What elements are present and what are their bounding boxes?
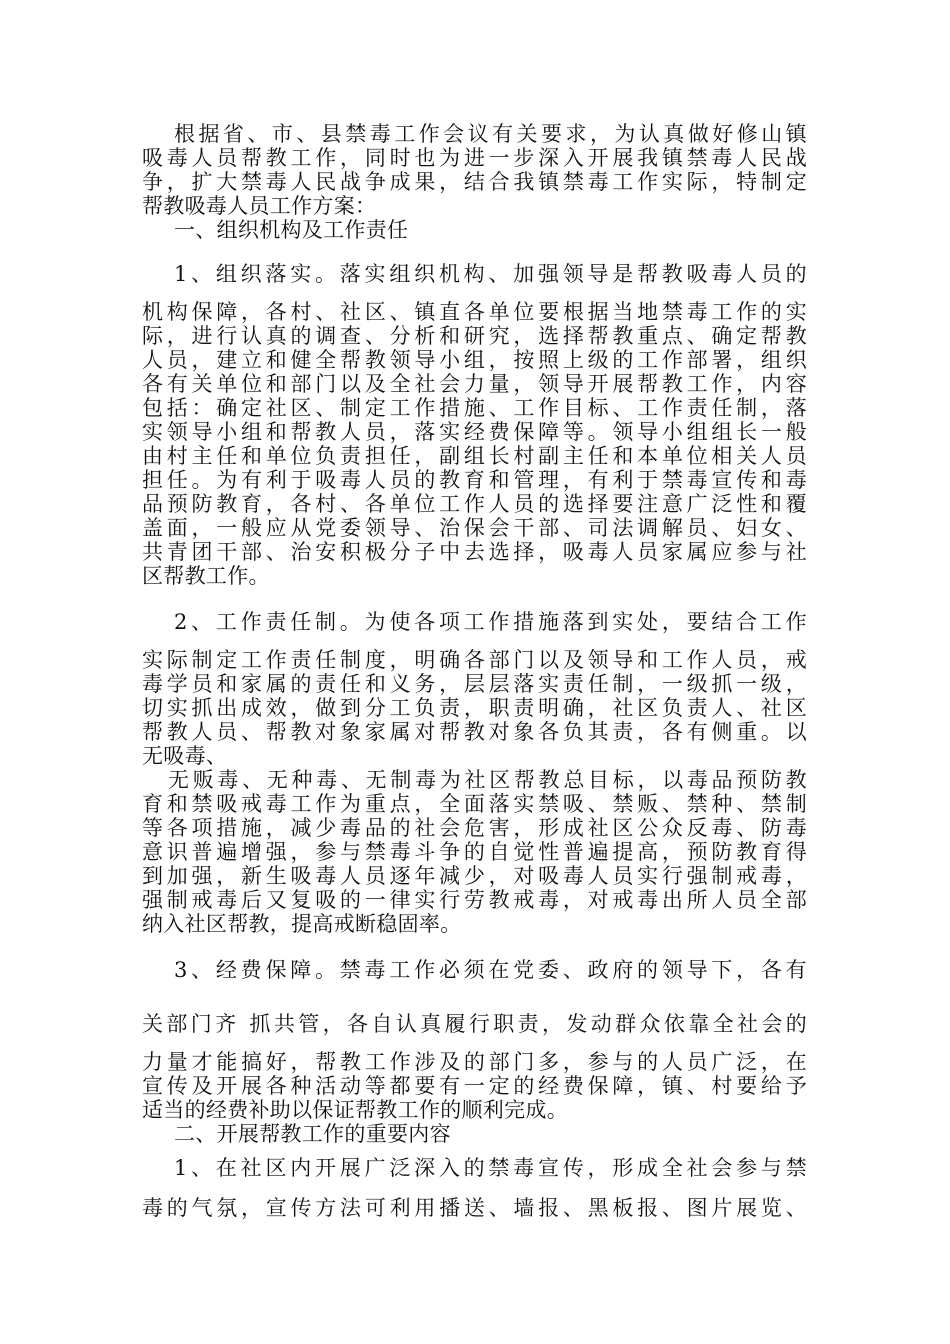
p2-line: 无吸毒、 bbox=[142, 744, 228, 768]
p3-second-line: 关部门齐 抓共管，各自认真履行职责，发动群众依靠全社会的 bbox=[142, 1012, 807, 1036]
p1-line: 包括：确定社区、制定工作措施、工作目标、工作责任制，落 bbox=[142, 396, 807, 420]
p1-line: 各有关单位和部门以及全社会力量，领导开展帮教工作，内容 bbox=[142, 372, 807, 396]
p2b-line: 到加强，新生吸毒人员逐年减少，对吸毒人员实行强制戒毒， bbox=[142, 864, 807, 888]
p3-first-line: 3、经费保障。禁毒工作必须在党委、政府的领导下，各有 bbox=[174, 958, 807, 982]
p2-body bbox=[142, 648, 807, 768]
intro-line-2: 吸毒人员帮教工作，同时也为进一步深入开展我镇禁毒人民战 bbox=[142, 146, 807, 170]
p1-line: 由村主任和单位负责担任，副组长村副主任和本单位相关人员 bbox=[142, 444, 807, 468]
p2b-line: 纳入社区帮教，提高戒断稳固率。 bbox=[142, 912, 462, 936]
p1-line: 担任。为有利于吸毒人员的教育和管理，有利于禁毒宣传和毒 bbox=[142, 468, 807, 492]
intro-line-1: 根据省、市、县禁毒工作会议有关要求，为认真做好修山镇 bbox=[174, 122, 807, 146]
p1-first-line: 1、组织落实。落实组织机构、加强领导是帮教吸毒人员的 bbox=[174, 262, 807, 286]
p3-body bbox=[142, 1050, 807, 1146]
p2b-line: 无贩毒、无种毒、无制毒为社区帮教总目标，以毒品预防教 bbox=[168, 768, 807, 792]
p3-line: 宣传及开展各种活动等都要有一定的经费保障，镇、村要给予 bbox=[142, 1074, 807, 1098]
intro-line-3: 争，扩大禁毒人民战争成果，结合我镇禁毒工作实际，特制定 bbox=[142, 170, 807, 194]
p1-line: 际，进行认真的调查、分析和研究，选择帮教重点、确定帮教 bbox=[142, 324, 807, 348]
p2-line: 毒学员和家属的责任和义务，层层落实责任制，一级抓一级， bbox=[142, 672, 807, 696]
section-heading-2: 二、开展帮教工作的重要内容 bbox=[174, 1122, 451, 1146]
p4-first-line: 1、在社区内开展广泛深入的禁毒宣传，形成全社会参与禁 bbox=[174, 1156, 807, 1180]
p2b-line: 强制戒毒后又复吸的一律实行劳教戒毒，对戒毒出所人员全部 bbox=[142, 888, 807, 912]
intro-paragraph bbox=[142, 122, 807, 242]
p1-body bbox=[142, 300, 807, 588]
p1-line: 区帮教工作。 bbox=[142, 564, 270, 588]
p2-line: 实际制定工作责任制度，明确各部门以及领导和工作人员，戒 bbox=[142, 648, 807, 672]
intro-line-4: 帮教吸毒人员工作方案： bbox=[142, 194, 377, 218]
p3-line: 适当的经费补助以保证帮教工作的顺利完成。 bbox=[142, 1098, 568, 1122]
p2b-line: 意识普遍增强，参与禁毒斗争的自觉性普遍提高，预防教育得 bbox=[142, 840, 807, 864]
p2b-line: 育和禁吸戒毒工作为重点，全面落实禁吸、禁贩、禁种、禁制 bbox=[142, 792, 807, 816]
p2b-line: 等各项措施，减少毒品的社会危害，形成社区公众反毒、防毒 bbox=[142, 816, 807, 840]
p1-line: 共青团干部、治安积极分子中去选择，吸毒人员家属应参与社 bbox=[142, 540, 807, 564]
p2-line: 切实抓出成效，做到分工负责，职责明确，社区负责人、社区 bbox=[142, 696, 807, 720]
p1-line: 人员，建立和健全帮教领导小组，按照上级的工作部署，组织 bbox=[142, 348, 807, 372]
p1-line: 品预防教育，各村、各单位工作人员的选择要注意广泛性和覆 bbox=[142, 492, 807, 516]
p2-first-line: 2、工作责任制。为使各项工作措施落到实处，要结合工作 bbox=[174, 610, 807, 634]
p4-second-line: 毒的气氛，宣传方法可利用播送、墙报、黑板报、图片展览、 bbox=[142, 1196, 807, 1220]
p1-line: 实领导小组和帮教人员，落实经费保障等。领导小组组长一般 bbox=[142, 420, 807, 444]
p1-line: 盖面，一般应从党委领导、治保会干部、司法调解员、妇女、 bbox=[142, 516, 807, 540]
section-heading-1: 一、组织机构及工作责任 bbox=[174, 218, 409, 242]
p2-line: 帮教人员、帮教对象家属对帮教对象各负其责，各有侧重。以 bbox=[142, 720, 807, 744]
p1-line: 机构保障，各村、社区、镇直各单位要根据当地禁毒工作的实 bbox=[142, 300, 807, 324]
p2b-body bbox=[142, 768, 807, 936]
p3-line: 力量才能搞好，帮教工作涉及的部门多，参与的人员广泛，在 bbox=[142, 1050, 807, 1074]
